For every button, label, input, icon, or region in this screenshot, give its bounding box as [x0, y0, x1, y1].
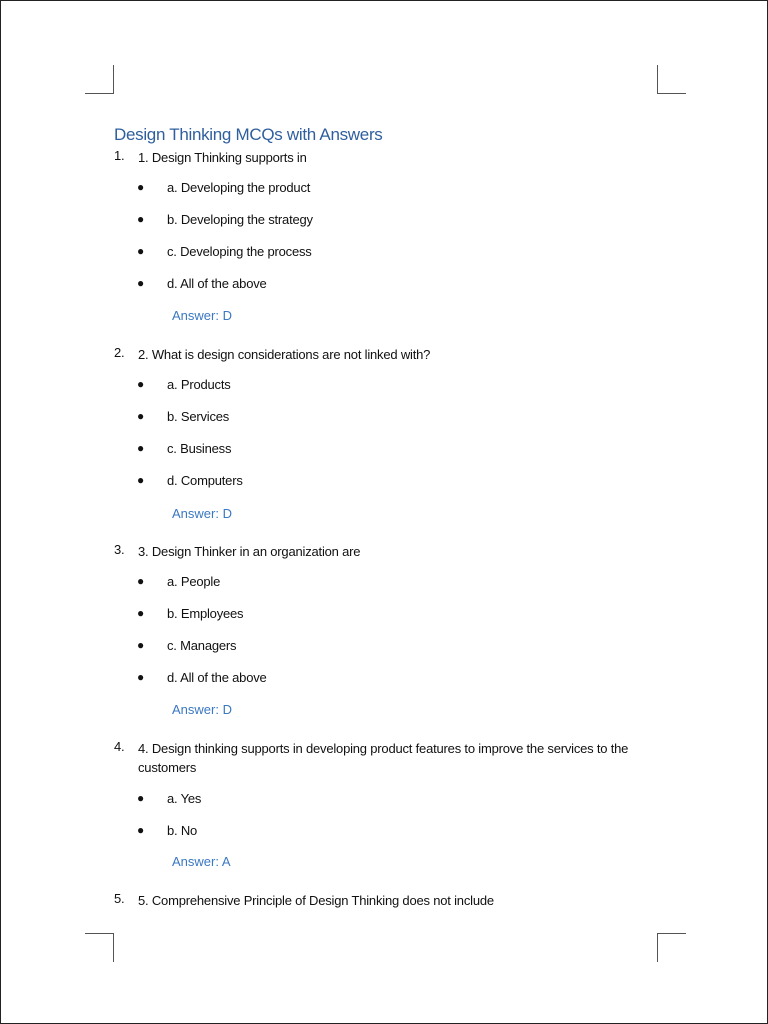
bullet-icon: ● [137, 574, 145, 588]
question-line [1, 891, 768, 911]
option-text: c. Developing the process [167, 244, 312, 259]
bullet-icon: ● [137, 638, 145, 652]
option-text: c. Business [167, 441, 232, 456]
option-text: b. Developing the strategy [167, 212, 313, 227]
option-item [1, 791, 768, 811]
option-text: d. All of the above [167, 670, 267, 685]
bullet-icon: ● [137, 441, 145, 455]
option-text: c. Managers [167, 638, 237, 653]
question-text: 1. Design Thinking supports in [138, 150, 307, 165]
crop-mark-top-right [657, 65, 686, 94]
option-item [1, 638, 768, 658]
option-text: b. Services [167, 409, 230, 424]
bullet-icon: ● [137, 823, 145, 837]
bullet-icon: ● [137, 212, 145, 226]
crop-mark-top-left [85, 65, 114, 94]
question-line [1, 739, 768, 779]
option-item [1, 473, 768, 493]
question-3 [1, 542, 768, 690]
option-item [1, 212, 768, 232]
bullet-icon: ● [137, 377, 145, 391]
bullet-icon: ● [137, 606, 145, 620]
question-text: 5. Comprehensive Principle of Design Thinking does not include [138, 893, 494, 908]
bullet-icon: ● [137, 409, 145, 423]
option-text: d. All of the above [167, 276, 267, 291]
bullet-icon: ● [137, 244, 145, 258]
bullet-icon: ● [137, 670, 145, 684]
question-text: 2. What is design considerations are not linked with? [138, 347, 431, 362]
option-item [1, 244, 768, 264]
option-item [1, 441, 768, 461]
option-item [1, 823, 768, 843]
answer-label: Answer: A [172, 854, 231, 869]
bullet-icon: ● [137, 180, 145, 194]
answer-label: Answer: D [172, 506, 232, 521]
answer-label: Answer: D [172, 308, 232, 323]
question-line [1, 345, 768, 365]
question-line [1, 542, 768, 562]
option-item [1, 409, 768, 429]
option-text: a. Yes [167, 791, 202, 806]
bullet-icon: ● [137, 791, 145, 805]
question-number: 5. [114, 891, 125, 906]
option-item [1, 276, 768, 296]
question-number: 3. [114, 542, 125, 557]
option-text: b. No [167, 823, 198, 838]
question-number: 4. [114, 739, 125, 754]
question-4 [1, 739, 768, 843]
question-2 [1, 345, 768, 493]
option-text: a. Developing the product [167, 180, 311, 195]
question-number: 2. [114, 345, 125, 360]
question-1 [1, 148, 768, 296]
option-text: b. Employees [167, 606, 244, 621]
option-text: a. People [167, 574, 221, 589]
crop-mark-bottom-right [657, 933, 686, 962]
question-line [1, 148, 768, 168]
question-number: 1. [114, 148, 125, 163]
question-text: 3. Design Thinker in an organization are [138, 544, 361, 559]
option-text: a. Products [167, 377, 231, 392]
option-item [1, 670, 768, 690]
option-item [1, 377, 768, 397]
answer-label: Answer: D [172, 702, 232, 717]
crop-mark-bottom-left [85, 933, 114, 962]
option-item [1, 606, 768, 626]
question-text: 4. Design thinking supports in developing product features to improve the services to the customers [138, 741, 629, 775]
bullet-icon: ● [137, 276, 145, 290]
option-item [1, 574, 768, 594]
option-text: d. Computers [167, 473, 243, 488]
document-title: Design Thinking MCQs with Answers [114, 125, 383, 144]
option-item [1, 180, 768, 200]
question-5 [1, 891, 768, 911]
bullet-icon: ● [137, 473, 145, 487]
